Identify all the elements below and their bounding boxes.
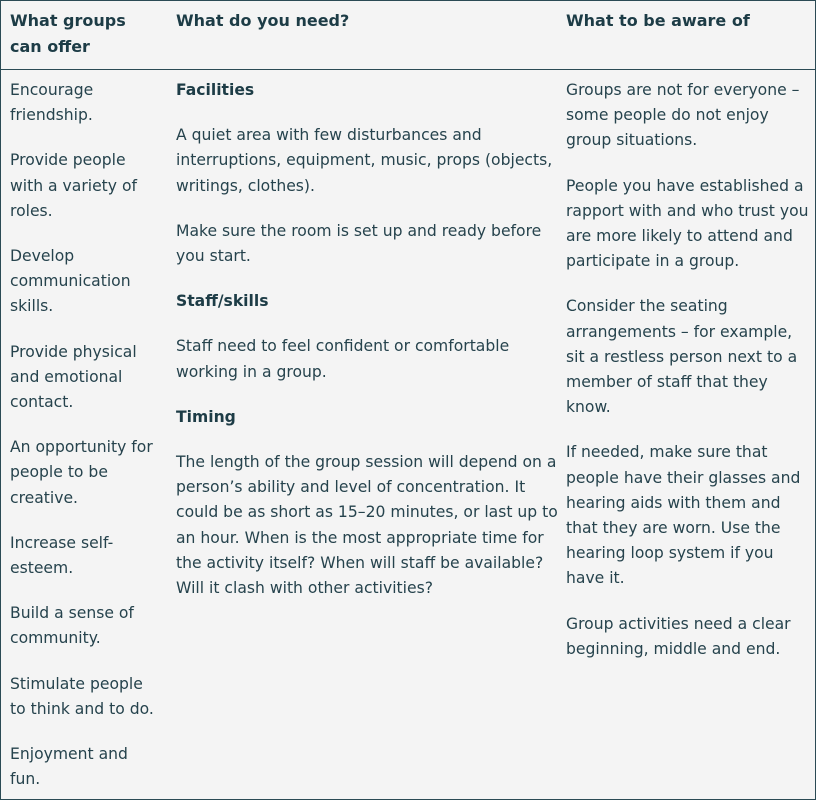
list-item: Consider the seating arrangements – for example, sit a restless person next to a member of staff that they know. — [566, 297, 798, 417]
list-item: Enjoyment and fun. — [10, 745, 128, 789]
list-item: Groups are not for everyone – some people do not enjoy group situations. — [566, 81, 800, 150]
column-what-to-be-aware-of — [566, 78, 812, 682]
list-item: Provide physical and emotional contact. — [10, 342, 137, 412]
column-what-do-you-need — [176, 78, 560, 621]
facilities-heading: Facilities — [176, 81, 255, 99]
staff-skills-paragraph: Staff need to feel confident or comfortable working in a group. — [176, 337, 510, 381]
facilities-paragraph: Make sure the room is set up and ready before you start. — [176, 221, 542, 266]
list-item: Increase self-esteem. — [10, 533, 114, 578]
timing-heading: Timing — [176, 407, 236, 426]
column-what-groups-can-offer — [10, 78, 162, 812]
list-item: Stimulate people to think and to do. — [10, 674, 154, 718]
list-item: Group activities need a clear beginning, middle and end. — [566, 614, 791, 658]
list-item: If needed, make sure that people have their glasses and hearing aids with them and that they are worn. Use the hearing loop system if you have it. — [566, 443, 801, 588]
list-item: People you have established a rapport with and who trust you are more likely to attend and participate in a group. — [566, 176, 809, 271]
list-item: Build a sense of community. — [10, 604, 134, 648]
list-item: Develop communication skills. — [10, 247, 131, 316]
list-item: Provide people with a variety of roles. — [10, 151, 138, 220]
list-item: An opportunity for people to be creative. — [10, 438, 153, 507]
list-item: Encourage friendship. — [10, 81, 94, 125]
facilities-paragraph: A quiet area with few disturbances and interruptions, equipment, music, props (objects, writings, clothes). — [176, 126, 553, 195]
header-what-do-you-need: What do you need? — [176, 11, 350, 30]
table-header — [1, 1, 815, 70]
staff-skills-heading: Staff/skills — [176, 292, 269, 311]
header-what-to-be-aware-of: What to be aware of — [566, 11, 750, 30]
timing-paragraph: The length of the group session will depend on a person’s ability and level of concentration. It could be as short as 15–20 minutes, or last up to an hour. When is the most appropriate time for the activity itself? When will staff be available? Will it clash with other activities? — [176, 453, 558, 598]
header-what-groups-can-offer: What groups can offer — [10, 11, 126, 56]
